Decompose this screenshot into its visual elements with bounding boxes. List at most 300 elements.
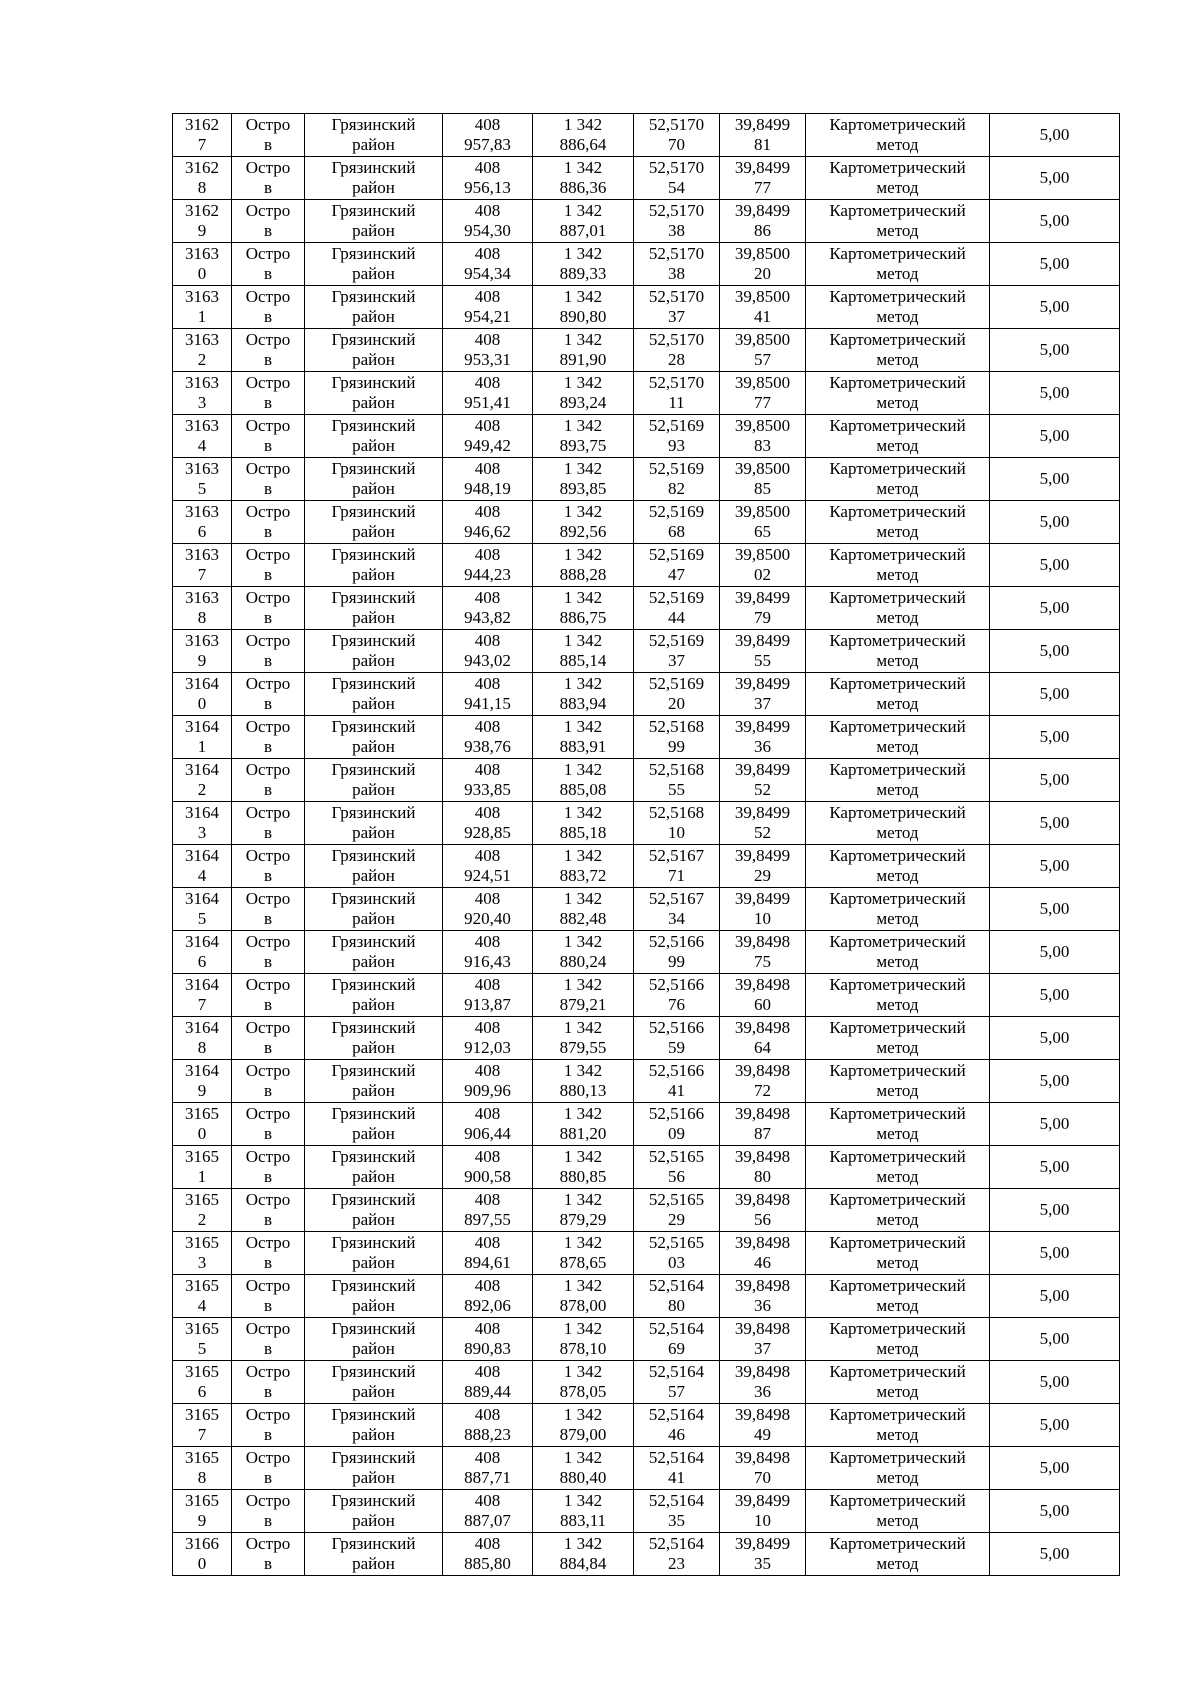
coord-x-cell-line: 408 <box>474 373 501 392</box>
coord-x-cell-line: 920,40 <box>464 909 511 928</box>
point-number-cell <box>173 802 232 845</box>
coord-y-cell-line: 1 342 <box>563 1448 603 1467</box>
point-number-cell-line: 3163 <box>185 287 219 306</box>
point-number-cell <box>173 415 232 458</box>
latitude-cell <box>634 1361 720 1404</box>
district-cell <box>305 587 443 630</box>
coord-x-cell <box>443 415 533 458</box>
longitude-cell <box>720 501 806 544</box>
latitude-cell-line: 52,5166 <box>648 1104 705 1123</box>
method-cell <box>806 157 990 200</box>
latitude-cell <box>634 1189 720 1232</box>
coord-x-cell-line: 890,83 <box>464 1339 511 1358</box>
coord-x-cell-line: 408 <box>474 158 501 177</box>
point-number-cell-line: 7 <box>197 565 207 584</box>
latitude-cell-line: 52,5164 <box>648 1491 705 1510</box>
coord-y-cell <box>533 1490 634 1533</box>
coord-x-cell-line: 954,30 <box>464 221 511 240</box>
longitude-cell-line: 39,8498 <box>734 932 791 951</box>
point-number-cell-line: 3165 <box>185 1104 219 1123</box>
point-number-cell-line: 3162 <box>185 115 219 134</box>
coord-y-cell <box>533 329 634 372</box>
coord-x-cell-line: 408 <box>474 1018 501 1037</box>
accuracy-cell: 5,00 <box>990 974 1120 1017</box>
coord-y-cell-line: 884,84 <box>559 1554 607 1573</box>
longitude-cell-line: 39,8498 <box>734 975 791 994</box>
coord-x-cell-line: 887,71 <box>464 1468 511 1487</box>
object-name-cell <box>232 1017 305 1060</box>
method-cell-line: Картометрический <box>829 244 966 263</box>
method-cell <box>806 1361 990 1404</box>
district-cell-line: район <box>352 780 395 799</box>
latitude-cell-line: 46 <box>668 1425 685 1444</box>
accuracy-cell: 5,00 <box>990 1404 1120 1447</box>
coord-x-cell <box>443 1146 533 1189</box>
coord-x-cell-line: 408 <box>474 115 501 134</box>
method-cell-line: метод <box>876 565 919 584</box>
coord-y-cell-line: 1 342 <box>563 287 603 306</box>
coord-x-cell <box>443 200 533 243</box>
district-cell-line: район <box>352 522 395 541</box>
table-row <box>173 1447 1120 1490</box>
district-cell-line: район <box>352 1554 395 1573</box>
longitude-cell-line: 52 <box>754 780 771 799</box>
point-number-cell <box>173 1447 232 1490</box>
point-number-cell <box>173 157 232 200</box>
coord-y-cell <box>533 1017 634 1060</box>
point-number-cell <box>173 673 232 716</box>
point-number-cell-line: 3 <box>197 393 207 412</box>
coord-y-cell-line: 879,21 <box>559 995 607 1014</box>
coord-y-cell-line: 1 342 <box>563 631 603 650</box>
coord-x-cell <box>443 673 533 716</box>
latitude-cell-line: 54 <box>668 178 685 197</box>
latitude-cell-line: 71 <box>668 866 685 885</box>
point-number-cell <box>173 716 232 759</box>
coord-y-cell-line: 1 342 <box>563 1233 603 1252</box>
object-name-cell-line: в <box>263 1167 273 1186</box>
coord-x-cell <box>443 587 533 630</box>
object-name-cell <box>232 1275 305 1318</box>
coord-y-cell-line: 1 342 <box>563 1276 603 1295</box>
method-cell-line: Картометрический <box>829 502 966 521</box>
district-cell-line: Грязинский <box>331 330 416 349</box>
object-name-cell-line: в <box>263 1511 273 1530</box>
longitude-cell-line: 39,8500 <box>734 373 791 392</box>
method-cell <box>806 501 990 544</box>
accuracy-cell: 5,00 <box>990 157 1120 200</box>
latitude-cell-line: 52,5166 <box>648 1018 705 1037</box>
method-cell-line: Картометрический <box>829 1276 966 1295</box>
longitude-cell <box>720 1447 806 1490</box>
method-cell <box>806 931 990 974</box>
longitude-cell <box>720 200 806 243</box>
object-name-cell-line: в <box>263 737 273 756</box>
district-cell-line: Грязинский <box>331 1104 416 1123</box>
coord-y-cell-line: 1 342 <box>563 1104 603 1123</box>
object-name-cell <box>232 243 305 286</box>
method-cell <box>806 114 990 157</box>
district-cell-line: Грязинский <box>331 1448 416 1467</box>
object-name-cell-line: в <box>263 1296 273 1315</box>
point-number-cell <box>173 243 232 286</box>
longitude-cell-line: 70 <box>754 1468 771 1487</box>
point-number-cell-line: 0 <box>197 1124 207 1143</box>
longitude-cell-line: 39,8498 <box>734 1233 791 1252</box>
longitude-cell-line: 39,8499 <box>734 846 791 865</box>
coord-y-cell-line: 893,85 <box>559 479 607 498</box>
method-cell <box>806 1103 990 1146</box>
point-number-cell <box>173 1361 232 1404</box>
accuracy-cell: 5,00 <box>990 931 1120 974</box>
method-cell-line: Картометрический <box>829 1147 966 1166</box>
district-cell <box>305 716 443 759</box>
longitude-cell-line: 39,8500 <box>734 287 791 306</box>
object-name-cell-line: Остро <box>245 1276 291 1295</box>
longitude-cell <box>720 1533 806 1576</box>
point-number-cell-line: 8 <box>197 1468 207 1487</box>
object-name-cell-line: Остро <box>245 287 291 306</box>
longitude-cell-line: 52 <box>754 823 771 842</box>
coord-y-cell-line: 1 342 <box>563 1190 603 1209</box>
coord-y-cell-line: 893,75 <box>559 436 607 455</box>
latitude-cell-line: 03 <box>668 1253 685 1272</box>
accuracy-cell: 5,00 <box>990 888 1120 931</box>
latitude-cell <box>634 673 720 716</box>
coord-y-cell-line: 885,08 <box>559 780 607 799</box>
object-name-cell-line: Остро <box>245 588 291 607</box>
coord-x-cell-line: 913,87 <box>464 995 511 1014</box>
coord-y-cell <box>533 845 634 888</box>
district-cell-line: Грязинский <box>331 287 416 306</box>
point-number-cell <box>173 114 232 157</box>
latitude-cell-line: 70 <box>668 135 685 154</box>
table-row <box>173 200 1120 243</box>
longitude-cell-line: 56 <box>754 1210 771 1229</box>
district-cell-line: район <box>352 1124 395 1143</box>
longitude-cell <box>720 1318 806 1361</box>
latitude-cell <box>634 931 720 974</box>
method-cell <box>806 802 990 845</box>
method-cell-line: Картометрический <box>829 115 966 134</box>
point-number-cell-line: 3163 <box>185 631 219 650</box>
coord-x-cell-line: 909,96 <box>464 1081 511 1100</box>
district-cell <box>305 114 443 157</box>
latitude-cell-line: 52,5169 <box>648 502 705 521</box>
accuracy-cell: 5,00 <box>990 1361 1120 1404</box>
latitude-cell-line: 52,5167 <box>648 889 705 908</box>
longitude-cell-line: 10 <box>754 909 771 928</box>
district-cell-line: район <box>352 995 395 1014</box>
object-name-cell-line: Остро <box>245 846 291 865</box>
coord-x-cell-line: 943,82 <box>464 608 511 627</box>
method-cell-line: Картометрический <box>829 932 966 951</box>
point-number-cell <box>173 501 232 544</box>
latitude-cell-line: 52,5166 <box>648 1061 705 1080</box>
object-name-cell <box>232 501 305 544</box>
table-row <box>173 759 1120 802</box>
point-number-cell-line: 3165 <box>185 1147 219 1166</box>
district-cell-line: район <box>352 1511 395 1530</box>
method-cell-line: Картометрический <box>829 588 966 607</box>
point-number-cell <box>173 888 232 931</box>
latitude-cell <box>634 587 720 630</box>
point-number-cell <box>173 587 232 630</box>
object-name-cell-line: в <box>263 866 273 885</box>
coord-y-cell <box>533 286 634 329</box>
district-cell <box>305 329 443 372</box>
coord-x-cell-line: 408 <box>474 1319 501 1338</box>
accuracy-cell: 5,00 <box>990 587 1120 630</box>
longitude-cell-line: 35 <box>754 1554 771 1573</box>
coord-y-cell-line: 879,00 <box>559 1425 607 1444</box>
longitude-cell-line: 86 <box>754 221 771 240</box>
coord-x-cell-line: 408 <box>474 1276 501 1295</box>
coord-y-cell-line: 1 342 <box>563 416 603 435</box>
object-name-cell-line: Остро <box>245 1448 291 1467</box>
point-number-cell-line: 9 <box>197 1511 207 1530</box>
table-row <box>173 1103 1120 1146</box>
coord-x-cell-line: 408 <box>474 932 501 951</box>
district-cell <box>305 1490 443 1533</box>
coord-y-cell-line: 1 342 <box>563 674 603 693</box>
coord-y-cell-line: 1 342 <box>563 545 603 564</box>
object-name-cell-line: в <box>263 1124 273 1143</box>
latitude-cell-line: 52,5169 <box>648 588 705 607</box>
longitude-cell <box>720 1490 806 1533</box>
point-number-cell-line: 8 <box>197 1038 207 1057</box>
longitude-cell-line: 75 <box>754 952 771 971</box>
latitude-cell-line: 59 <box>668 1038 685 1057</box>
point-number-cell-line: 0 <box>197 264 207 283</box>
method-cell-line: Картометрический <box>829 846 966 865</box>
latitude-cell-line: 52,5169 <box>648 545 705 564</box>
table-row <box>173 630 1120 673</box>
object-name-cell-line: Остро <box>245 1018 291 1037</box>
object-name-cell-line: в <box>263 694 273 713</box>
accuracy-cell: 5,00 <box>990 200 1120 243</box>
latitude-cell-line: 93 <box>668 436 685 455</box>
district-cell-line: район <box>352 1038 395 1057</box>
method-cell-line: Картометрический <box>829 330 966 349</box>
coord-y-cell-line: 886,36 <box>559 178 607 197</box>
object-name-cell-line: Остро <box>245 674 291 693</box>
longitude-cell <box>720 673 806 716</box>
table-row <box>173 1318 1120 1361</box>
table-row <box>173 673 1120 716</box>
method-cell-line: метод <box>876 1425 919 1444</box>
method-cell-line: метод <box>876 393 919 412</box>
longitude-cell-line: 85 <box>754 479 771 498</box>
coord-y-cell-line: 892,56 <box>559 522 607 541</box>
longitude-cell <box>720 1361 806 1404</box>
table-row <box>173 114 1120 157</box>
accuracy-cell: 5,00 <box>990 716 1120 759</box>
coord-x-cell <box>443 888 533 931</box>
object-name-cell-line: Остро <box>245 1147 291 1166</box>
point-number-cell <box>173 1146 232 1189</box>
latitude-cell <box>634 1404 720 1447</box>
district-cell-line: Грязинский <box>331 760 416 779</box>
district-cell-line: Грязинский <box>331 459 416 478</box>
coord-x-cell <box>443 544 533 587</box>
coord-x-cell <box>443 1533 533 1576</box>
longitude-cell <box>720 974 806 1017</box>
coord-x-cell-line: 933,85 <box>464 780 511 799</box>
latitude-cell-line: 82 <box>668 479 685 498</box>
coord-y-cell-line: 1 342 <box>563 846 603 865</box>
method-cell-line: метод <box>876 1253 919 1272</box>
point-number-cell <box>173 1490 232 1533</box>
method-cell <box>806 630 990 673</box>
longitude-cell-line: 10 <box>754 1511 771 1530</box>
object-name-cell-line: в <box>263 135 273 154</box>
district-cell-line: Грязинский <box>331 846 416 865</box>
district-cell <box>305 157 443 200</box>
object-name-cell-line: в <box>263 823 273 842</box>
point-number-cell-line: 3 <box>197 1253 207 1272</box>
coord-y-cell-line: 1 342 <box>563 803 603 822</box>
coord-y-cell <box>533 1361 634 1404</box>
object-name-cell <box>232 544 305 587</box>
method-cell-line: Картометрический <box>829 889 966 908</box>
accuracy-cell: 5,00 <box>990 1017 1120 1060</box>
object-name-cell-line: Остро <box>245 1534 291 1553</box>
object-name-cell-line: в <box>263 1253 273 1272</box>
object-name-cell <box>232 329 305 372</box>
latitude-cell <box>634 1447 720 1490</box>
object-name-cell <box>232 1361 305 1404</box>
coord-x-cell-line: 408 <box>474 846 501 865</box>
point-number-cell-line: 3164 <box>185 975 219 994</box>
longitude-cell-line: 36 <box>754 737 771 756</box>
coord-x-cell-line: 408 <box>474 717 501 736</box>
longitude-cell-line: 39,8498 <box>734 1147 791 1166</box>
table-row <box>173 974 1120 1017</box>
latitude-cell <box>634 802 720 845</box>
coord-y-cell-line: 1 342 <box>563 201 603 220</box>
table-row <box>173 157 1120 200</box>
coord-x-cell <box>443 1447 533 1490</box>
longitude-cell-line: 39,8500 <box>734 416 791 435</box>
coord-y-cell <box>533 673 634 716</box>
district-cell <box>305 1189 443 1232</box>
table-row <box>173 1189 1120 1232</box>
method-cell <box>806 1404 990 1447</box>
district-cell-line: Грязинский <box>331 201 416 220</box>
district-cell-line: Грязинский <box>331 545 416 564</box>
method-cell-line: Картометрический <box>829 1362 966 1381</box>
coord-y-cell-line: 883,94 <box>559 694 607 713</box>
table-row <box>173 931 1120 974</box>
district-cell-line: район <box>352 1253 395 1272</box>
object-name-cell <box>232 200 305 243</box>
point-number-cell-line: 3163 <box>185 373 219 392</box>
object-name-cell-line: в <box>263 221 273 240</box>
coord-y-cell <box>533 501 634 544</box>
object-name-cell <box>232 1533 305 1576</box>
accuracy-cell: 5,00 <box>990 1275 1120 1318</box>
object-name-cell <box>232 415 305 458</box>
object-name-cell-line: в <box>263 952 273 971</box>
table-row <box>173 415 1120 458</box>
coord-x-cell-line: 948,19 <box>464 479 511 498</box>
coord-y-cell-line: 1 342 <box>563 760 603 779</box>
district-cell-line: Грязинский <box>331 1319 416 1338</box>
coord-y-cell-line: 891,90 <box>559 350 607 369</box>
method-cell-line: Картометрический <box>829 1190 966 1209</box>
point-number-cell-line: 0 <box>197 694 207 713</box>
point-number-cell-line: 4 <box>197 866 207 885</box>
longitude-cell-line: 65 <box>754 522 771 541</box>
district-cell-line: район <box>352 436 395 455</box>
latitude-cell-line: 38 <box>668 221 685 240</box>
coord-x-cell-line: 953,31 <box>464 350 511 369</box>
district-cell-line: район <box>352 1296 395 1315</box>
district-cell-line: район <box>352 1468 395 1487</box>
district-cell-line: район <box>352 1339 395 1358</box>
district-cell-line: Грязинский <box>331 631 416 650</box>
district-cell <box>305 1146 443 1189</box>
latitude-cell <box>634 200 720 243</box>
accuracy-cell: 5,00 <box>990 544 1120 587</box>
object-name-cell-line: в <box>263 1081 273 1100</box>
method-cell-line: метод <box>876 694 919 713</box>
latitude-cell <box>634 243 720 286</box>
point-number-cell <box>173 1232 232 1275</box>
district-cell-line: район <box>352 350 395 369</box>
method-cell <box>806 1275 990 1318</box>
method-cell <box>806 544 990 587</box>
latitude-cell-line: 52,5164 <box>648 1319 705 1338</box>
method-cell-line: Картометрический <box>829 631 966 650</box>
coord-y-cell-line: 880,24 <box>559 952 607 971</box>
coord-x-cell-line: 408 <box>474 975 501 994</box>
coord-x-cell <box>443 1490 533 1533</box>
method-cell <box>806 415 990 458</box>
district-cell <box>305 1232 443 1275</box>
method-cell <box>806 888 990 931</box>
coord-x-cell-line: 408 <box>474 1233 501 1252</box>
object-name-cell-line: Остро <box>245 416 291 435</box>
object-name-cell <box>232 1447 305 1490</box>
table-row <box>173 1404 1120 1447</box>
method-cell <box>806 716 990 759</box>
point-number-cell-line: 3165 <box>185 1233 219 1252</box>
point-number-cell-line: 3162 <box>185 201 219 220</box>
latitude-cell-line: 52,5169 <box>648 674 705 693</box>
coord-x-cell-line: 928,85 <box>464 823 511 842</box>
method-cell-line: Картометрический <box>829 1448 966 1467</box>
district-cell-line: район <box>352 479 395 498</box>
latitude-cell-line: 52,5170 <box>648 158 705 177</box>
method-cell <box>806 1017 990 1060</box>
coord-y-cell-line: 880,40 <box>559 1468 607 1487</box>
latitude-cell-line: 41 <box>668 1081 685 1100</box>
coord-y-cell <box>533 243 634 286</box>
longitude-cell-line: 39,8499 <box>734 1491 791 1510</box>
coord-y-cell-line: 882,48 <box>559 909 607 928</box>
point-number-cell <box>173 845 232 888</box>
coord-x-cell-line: 887,07 <box>464 1511 511 1530</box>
longitude-cell-line: 36 <box>754 1382 771 1401</box>
longitude-cell <box>720 845 806 888</box>
latitude-cell-line: 47 <box>668 565 685 584</box>
latitude-cell-line: 52,5170 <box>648 373 705 392</box>
method-cell-line: метод <box>876 135 919 154</box>
point-number-cell <box>173 931 232 974</box>
latitude-cell-line: 52,5168 <box>648 760 705 779</box>
